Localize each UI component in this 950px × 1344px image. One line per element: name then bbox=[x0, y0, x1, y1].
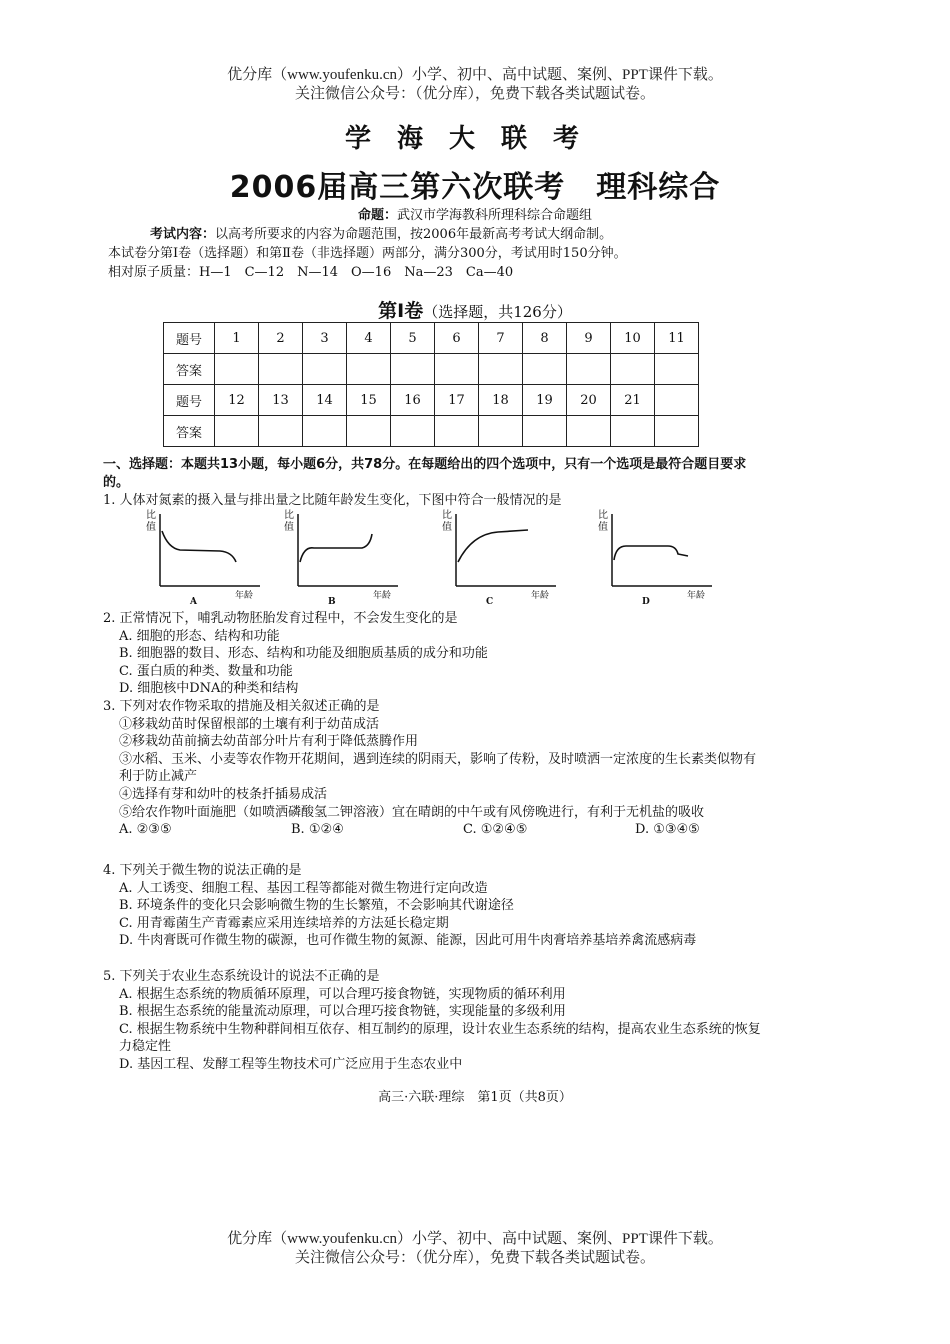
num-cell: 12 bbox=[215, 385, 259, 416]
question-4-option-b[interactable]: B. 环境条件的变化只会影响微生物的生长繁殖，不会影响其代谢途径 bbox=[119, 898, 514, 914]
author-line bbox=[0, 206, 950, 225]
question-3-statement-1: ①移栽幼苗时保留根部的土壤有利于幼苗成活 bbox=[119, 716, 380, 732]
num-cell: 20 bbox=[567, 385, 611, 416]
question-4-option-c[interactable]: C. 用青霉菌生产青霉素应采用连续培养的方法延长稳定期 bbox=[119, 915, 449, 931]
graph-c-label: C bbox=[486, 597, 494, 606]
num-cell: 10 bbox=[611, 323, 655, 354]
num-label: 题号 bbox=[164, 323, 215, 354]
graph-d-xlabel: 年龄 bbox=[687, 591, 706, 601]
answer-table-ans-row-2 bbox=[164, 416, 699, 447]
graph-b-ylabel-2: 值 bbox=[284, 522, 294, 533]
question-3-option-b[interactable]: B. ①②④ bbox=[291, 822, 344, 838]
answer-cell[interactable] bbox=[435, 416, 479, 447]
num-cell: 17 bbox=[435, 385, 479, 416]
question-3 bbox=[103, 698, 763, 839]
section-subtitle: （选择题，共126分） bbox=[423, 303, 572, 321]
num-cell: 6 bbox=[435, 323, 479, 354]
content-label: 考试内容： bbox=[150, 227, 216, 242]
answer-cell[interactable] bbox=[479, 354, 523, 385]
section-title bbox=[0, 296, 950, 323]
answer-cell[interactable] bbox=[611, 354, 655, 385]
num-cell bbox=[655, 385, 699, 416]
question-4 bbox=[103, 862, 763, 950]
answer-cell[interactable] bbox=[303, 354, 347, 385]
author-label: 命题： bbox=[357, 208, 397, 223]
answer-cell[interactable] bbox=[567, 354, 611, 385]
graph-a-xlabel: 年龄 bbox=[235, 591, 254, 601]
answer-cell[interactable] bbox=[303, 416, 347, 447]
num-cell: 3 bbox=[303, 323, 347, 354]
question-2-option-c[interactable]: C. 蛋白质的种类、数量和功能 bbox=[119, 663, 293, 679]
question-2-option-a[interactable]: A. 细胞的形态、结构和功能 bbox=[119, 628, 280, 644]
question-1-stem: 1. 人体对氮素的摄入量与排出量之比随年龄发生变化，下图中符合一般情况的是 bbox=[103, 493, 562, 508]
question-2-option-b[interactable]: B. 细胞器的数目、形态、结构和功能及细胞质基质的成分和功能 bbox=[119, 646, 488, 662]
question-3-statement-3: ③水稻、玉米、小麦等农作物开花期间，遇到连续的阴雨天，影响了传粉，及时喷洒一定浓度的生长素类似物有利于防止减产 bbox=[119, 751, 757, 785]
num-cell: 5 bbox=[391, 323, 435, 354]
num-cell: 21 bbox=[611, 385, 655, 416]
num-cell: 19 bbox=[523, 385, 567, 416]
graph-b-curve bbox=[300, 534, 372, 562]
exam-title: 学海大联考 bbox=[344, 124, 605, 154]
answer-cell[interactable] bbox=[347, 354, 391, 385]
question-4-stem: 4. 下列关于微生物的说法正确的是 bbox=[103, 863, 302, 878]
num-cell: 11 bbox=[655, 323, 699, 354]
watermark-top bbox=[0, 66, 950, 104]
num-cell: 7 bbox=[479, 323, 523, 354]
ans-label: 答案 bbox=[164, 416, 215, 447]
graph-d-ylabel-2: 值 bbox=[598, 522, 608, 533]
num-cell: 2 bbox=[259, 323, 303, 354]
num-cell: 4 bbox=[347, 323, 391, 354]
graph-b-ylabel-1: 比 bbox=[284, 510, 294, 521]
answer-cell[interactable] bbox=[259, 416, 303, 447]
answer-cell[interactable] bbox=[391, 354, 435, 385]
answer-cell[interactable] bbox=[523, 354, 567, 385]
watermark-line2: 关注微信公众号：（优分库），免费下载各类试题试卷。 bbox=[294, 86, 655, 102]
graph-b bbox=[284, 508, 398, 606]
answer-cell[interactable] bbox=[655, 416, 699, 447]
graph-a-ylabel-2: 值 bbox=[146, 522, 156, 533]
author-text: 武汉市学海教科所理科综合命题组 bbox=[397, 208, 593, 223]
answer-cell[interactable] bbox=[215, 354, 259, 385]
answer-cell[interactable] bbox=[611, 416, 655, 447]
graph-c-ylabel-2: 值 bbox=[442, 522, 452, 533]
answer-table-num-row-2 bbox=[164, 385, 699, 416]
num-cell: 8 bbox=[523, 323, 567, 354]
answer-cell[interactable] bbox=[655, 354, 699, 385]
question-3-option-a[interactable]: A. ②③⑤ bbox=[119, 822, 172, 838]
answer-cell[interactable] bbox=[391, 416, 435, 447]
graph-c-curve bbox=[458, 530, 528, 562]
graph-d-curve bbox=[614, 546, 688, 560]
question-3-statement-4: ④选择有芽和幼叶的枝条扦插易成活 bbox=[119, 786, 328, 802]
question-3-options bbox=[103, 821, 763, 839]
num-cell: 15 bbox=[347, 385, 391, 416]
graph-d bbox=[598, 508, 712, 606]
watermark-line2: 关注微信公众号：（优分库），免费下载各类试题试卷。 bbox=[294, 1250, 655, 1266]
question-5-stem: 5. 下列关于农业生态系统设计的说法不正确的是 bbox=[103, 969, 380, 984]
num-cell: 18 bbox=[479, 385, 523, 416]
answer-cell[interactable] bbox=[259, 354, 303, 385]
question-3-option-c[interactable]: C. ①②④⑤ bbox=[463, 822, 528, 838]
question-3-option-d[interactable]: D. ①③④⑤ bbox=[635, 822, 700, 838]
watermark-bottom bbox=[0, 1230, 950, 1268]
answer-cell[interactable] bbox=[567, 416, 611, 447]
question-5-option-a[interactable]: A. 根据生态系统的物质循环原理，可以合理巧接食物链，实现物质的循环利用 bbox=[119, 986, 566, 1002]
page-footer: 高三·六联·理综 第1页（共8页） bbox=[378, 1090, 572, 1105]
question-4-option-a[interactable]: A. 人工诱变、细胞工程、基因工程等都能对微生物进行定向改造 bbox=[119, 880, 488, 896]
answer-cell[interactable] bbox=[435, 354, 479, 385]
section-label: 第Ⅰ卷 bbox=[378, 300, 424, 322]
graph-a-ylabel-1: 比 bbox=[146, 510, 156, 521]
question-5-option-c[interactable]: C. 根据生物系统中生物种群间相互依存、相互制约的原理，设计农业生态系统的结构，提高农业生态系统的恢复力稳定性 bbox=[119, 1021, 761, 1055]
num-cell: 9 bbox=[567, 323, 611, 354]
answer-table bbox=[163, 322, 699, 447]
question-3-statement-5: ⑤给农作物叶面施肥（如喷洒磷酸氢二钾溶液）宜在晴朗的中午或有风傍晚进行，有利于无机盐的吸收 bbox=[119, 804, 705, 820]
question-4-option-d[interactable]: D. 牛肉膏既可作微生物的碳源，也可作微生物的氮源、能源，因此可用牛肉膏培养基培养禽流感病毒 bbox=[119, 933, 697, 949]
content-line bbox=[150, 225, 910, 244]
num-cell: 13 bbox=[259, 385, 303, 416]
num-cell: 1 bbox=[215, 323, 259, 354]
content-text: 以高考所要求的内容为命题范围，按2006年最新高考考试大纲命制。 bbox=[215, 227, 613, 242]
graph-a-curve bbox=[162, 531, 236, 562]
question-3-statement-2: ②移栽幼苗前摘去幼苗部分叶片有利于降低蒸腾作用 bbox=[119, 734, 419, 750]
watermark-line1: 优分库（www.youfenku.cn）小学、初中、高中试题、案例、PPT课件下载。 bbox=[227, 1231, 723, 1247]
num-cell: 14 bbox=[303, 385, 347, 416]
question-5-option-d[interactable]: D. 基因工程、发酵工程等生物技术可广泛应用于生态农业中 bbox=[119, 1056, 463, 1072]
answer-cell[interactable] bbox=[523, 416, 567, 447]
graph-d-label: D bbox=[642, 597, 650, 606]
answer-cell[interactable] bbox=[479, 416, 523, 447]
question-2-stem: 2. 正常情况下，哺乳动物胚胎发育过程中，不会发生变化的是 bbox=[103, 611, 458, 626]
num-cell: 16 bbox=[391, 385, 435, 416]
watermark-line1: 优分库（www.youfenku.cn）小学、初中、高中试题、案例、PPT课件下载。 bbox=[227, 67, 723, 83]
graph-b-label: B bbox=[328, 597, 336, 606]
graph-a bbox=[146, 508, 260, 606]
question-5-option-b[interactable]: B. 根据生态系统的能量流动原理，可以合理巧接食物链，实现能量的多级利用 bbox=[119, 1004, 566, 1020]
graph-d-ylabel-1: 比 bbox=[598, 510, 608, 521]
answer-cell[interactable] bbox=[347, 416, 391, 447]
part1-heading bbox=[103, 456, 763, 491]
exam-subtitle: 2006届高三第六次联考 理科综合 bbox=[229, 170, 721, 205]
graph-a-label: A bbox=[190, 597, 197, 606]
num-label: 题号 bbox=[164, 385, 215, 416]
question-3-stem: 3. 下列对农作物采取的措施及相关叙述正确的是 bbox=[103, 699, 380, 714]
graph-b-xlabel: 年龄 bbox=[373, 591, 392, 601]
q1-graphs bbox=[140, 506, 760, 606]
structure-line: 本试卷分第Ⅰ卷（选择题）和第Ⅱ卷（非选择题）两部分，满分300分，考试用时150分钟。 bbox=[108, 246, 627, 261]
question-5 bbox=[103, 968, 763, 1074]
answer-cell[interactable] bbox=[215, 416, 259, 447]
answer-table-num-row-1 bbox=[164, 323, 699, 354]
atomic-mass-line: 相对原子质量：H—1 C—12 N—14 O—16 Na—23 Ca—40 bbox=[108, 265, 514, 280]
graph-c-xlabel: 年龄 bbox=[531, 591, 550, 601]
graph-c bbox=[442, 508, 556, 606]
part1-heading-text: 一、选择题：本题共13小题，每小题6分，共78分。在每题给出的四个选项中，只有一个选项是最符合题目要求的。 bbox=[103, 457, 747, 490]
question-2 bbox=[103, 610, 763, 698]
answer-table-ans-row-1 bbox=[164, 354, 699, 385]
question-2-option-d[interactable]: D. 细胞核中DNA的种类和结构 bbox=[119, 681, 299, 697]
ans-label: 答案 bbox=[164, 354, 215, 385]
graph-c-ylabel-1: 比 bbox=[442, 510, 452, 521]
